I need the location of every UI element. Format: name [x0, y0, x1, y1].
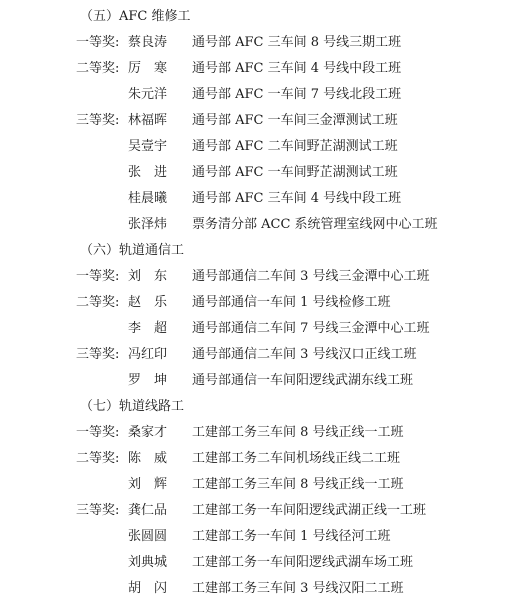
award-entry-row — [0, 446, 508, 472]
award-level: 二等奖: — [76, 61, 120, 76]
winner-name: 李 超 — [128, 321, 168, 336]
winner-unit: 通号部通信一车间 1 号线检修工班 — [192, 295, 391, 310]
award-entry-row — [0, 82, 508, 108]
winner-name: 罗 坤 — [128, 373, 168, 388]
section-heading: （六）轨道通信工 — [80, 243, 185, 258]
winner-unit: 通号部通信二车间 3 号线汉口正线工班 — [192, 347, 417, 362]
winner-unit: 工建部工务二车间机场线正线二工班 — [192, 451, 401, 466]
award-entry-row — [0, 498, 508, 524]
winner-unit: 通号部 AFC 一车间 7 号线北段工班 — [192, 87, 402, 102]
winner-name: 桂晨曦 — [128, 191, 168, 206]
winner-unit: 通号部通信二车间 7 号线三金潭中心工班 — [192, 321, 430, 336]
winner-unit: 工建部工务三车间 3 号线汉阳二工班 — [192, 581, 404, 596]
award-entry-row — [0, 576, 508, 602]
winner-name: 赵 乐 — [128, 295, 168, 310]
winner-name: 林福晖 — [128, 113, 168, 128]
award-level: 一等奖: — [76, 35, 120, 50]
section-heading: （五）AFC 维修工 — [80, 9, 191, 24]
winner-unit: 通号部 AFC 二车间野芷湖测试工班 — [192, 139, 398, 154]
winner-name: 刘 东 — [128, 269, 168, 284]
winner-unit: 通号部通信二车间 3 号线三金潭中心工班 — [192, 269, 430, 284]
winner-name: 胡 闪 — [128, 581, 168, 596]
award-entry-row — [0, 368, 508, 394]
award-entry-row — [0, 472, 508, 498]
winner-unit: 通号部 AFC 三车间 4 号线中段工班 — [192, 191, 402, 206]
winner-unit: 工建部工务一车间 1 号线径河工班 — [192, 529, 391, 544]
award-level: 二等奖: — [76, 295, 120, 310]
award-level: 一等奖: — [76, 425, 120, 440]
winner-name: 桑家才 — [128, 425, 168, 440]
winner-unit: 通号部 AFC 三车间 8 号线三期工班 — [192, 35, 402, 50]
award-entry-row — [0, 342, 508, 368]
winner-unit: 票务清分部 ACC 系统管理室线网中心工班 — [192, 217, 438, 232]
winner-unit: 工建部工务三车间 8 号线正线一工班 — [192, 477, 404, 492]
winner-name: 刘 辉 — [128, 477, 168, 492]
award-entry-row — [0, 290, 508, 316]
winner-unit: 通号部通信一车间阳逻线武湖东线工班 — [192, 373, 414, 388]
award-level: 一等奖: — [76, 269, 120, 284]
award-level: 三等奖: — [76, 347, 120, 362]
winner-name: 朱元洋 — [128, 87, 168, 102]
winner-unit: 工建部工务一车间阳逻线武湖车场工班 — [192, 555, 414, 570]
winner-name: 冯红印 — [128, 347, 168, 362]
winner-name: 吴壹宇 — [128, 139, 168, 154]
winner-unit: 工建部工务三车间 8 号线正线一工班 — [192, 425, 404, 440]
winner-name: 陈 威 — [128, 451, 168, 466]
winner-unit: 工建部工务一车间阳逻线武湖正线一工班 — [192, 503, 427, 518]
winner-name: 张 进 — [128, 165, 168, 180]
winner-name: 刘典城 — [128, 555, 168, 570]
award-level: 二等奖: — [76, 451, 120, 466]
award-entry-row — [0, 524, 508, 550]
winner-name: 厉 寒 — [128, 61, 168, 76]
award-entry-row — [0, 264, 508, 290]
award-entry-row — [0, 550, 508, 576]
award-entry-row — [0, 212, 508, 238]
winner-name: 龚仁品 — [128, 503, 168, 518]
winner-unit: 通号部 AFC 一车间三金潭测试工班 — [192, 113, 398, 128]
winner-name: 张圆圆 — [128, 529, 168, 544]
award-level: 三等奖: — [76, 113, 120, 128]
award-entry-row — [0, 56, 508, 82]
award-entry-row — [0, 420, 508, 446]
award-entry-row — [0, 186, 508, 212]
section-heading: （七）轨道线路工 — [80, 399, 185, 414]
award-entry-row — [0, 134, 508, 160]
award-entry-row — [0, 108, 508, 134]
winner-unit: 通号部 AFC 三车间 4 号线中段工班 — [192, 61, 402, 76]
award-entry-row — [0, 160, 508, 186]
winner-name: 张泽炜 — [128, 217, 168, 232]
award-level: 三等奖: — [76, 503, 120, 518]
winner-name: 蔡良涛 — [128, 35, 168, 50]
winner-unit: 通号部 AFC 一车间野芷湖测试工班 — [192, 165, 398, 180]
award-entry-row — [0, 30, 508, 56]
award-entry-row — [0, 316, 508, 342]
